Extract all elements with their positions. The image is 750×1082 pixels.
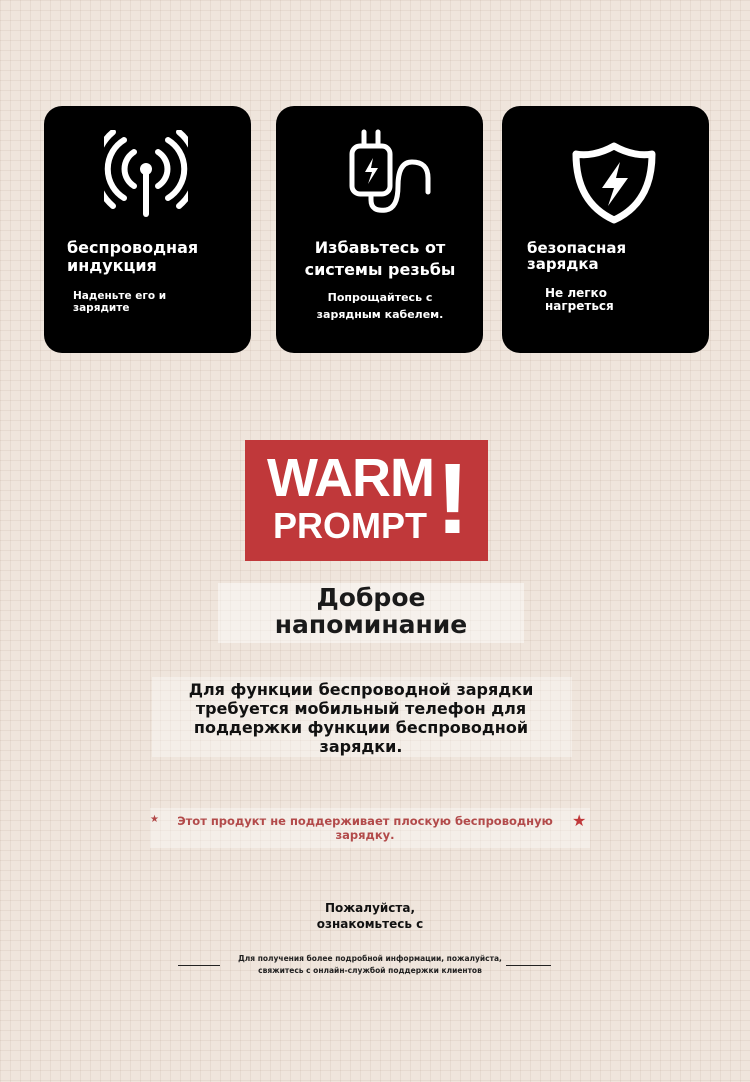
feature-subtitle: Наденьте его и зарядите (73, 290, 167, 314)
warm-text: WARM (267, 448, 434, 508)
contact-support-text: Для получения более подробной информации, пожалуйста, свяжитесь с онлайн-службой поддержки клиентов (238, 954, 502, 975)
wireless-signal-icon (104, 130, 188, 222)
reminder-title: Доброе напоминание (274, 583, 468, 639)
warm-prompt-banner (245, 440, 488, 561)
exclamation-icon: ! (436, 443, 470, 555)
feature-subtitle: Не легко нагреться (545, 286, 614, 313)
divider-right (506, 965, 551, 966)
feature-card-safety (502, 106, 709, 353)
requirement-text: Для функции беспроводной зарядки требуется мобильный телефон для поддержки функции беспроводной зарядки. (188, 680, 534, 756)
shield-lightning-icon (570, 140, 658, 228)
feature-title: беспроводная индукция (67, 238, 199, 275)
star-icon: ★ (572, 811, 587, 830)
divider-left (178, 965, 220, 966)
note-text: Этот продукт не поддерживает плоскую беспроводную зарядку. (177, 814, 553, 842)
please-read-text: Пожалуйста, ознакомьтесь с (316, 901, 424, 931)
feature-subtitle: Попрощайтесь с зарядным кабелем. (316, 291, 444, 321)
charger-plug-icon (346, 126, 436, 220)
star-icon: ★ (150, 814, 159, 825)
feature-title: Избавьтесь от системы резьбы (304, 238, 456, 279)
prompt-text: PROMPT (273, 505, 428, 546)
feature-card-cable (276, 106, 483, 353)
feature-title: безопасная зарядка (527, 239, 627, 273)
feature-card-wireless (44, 106, 251, 353)
